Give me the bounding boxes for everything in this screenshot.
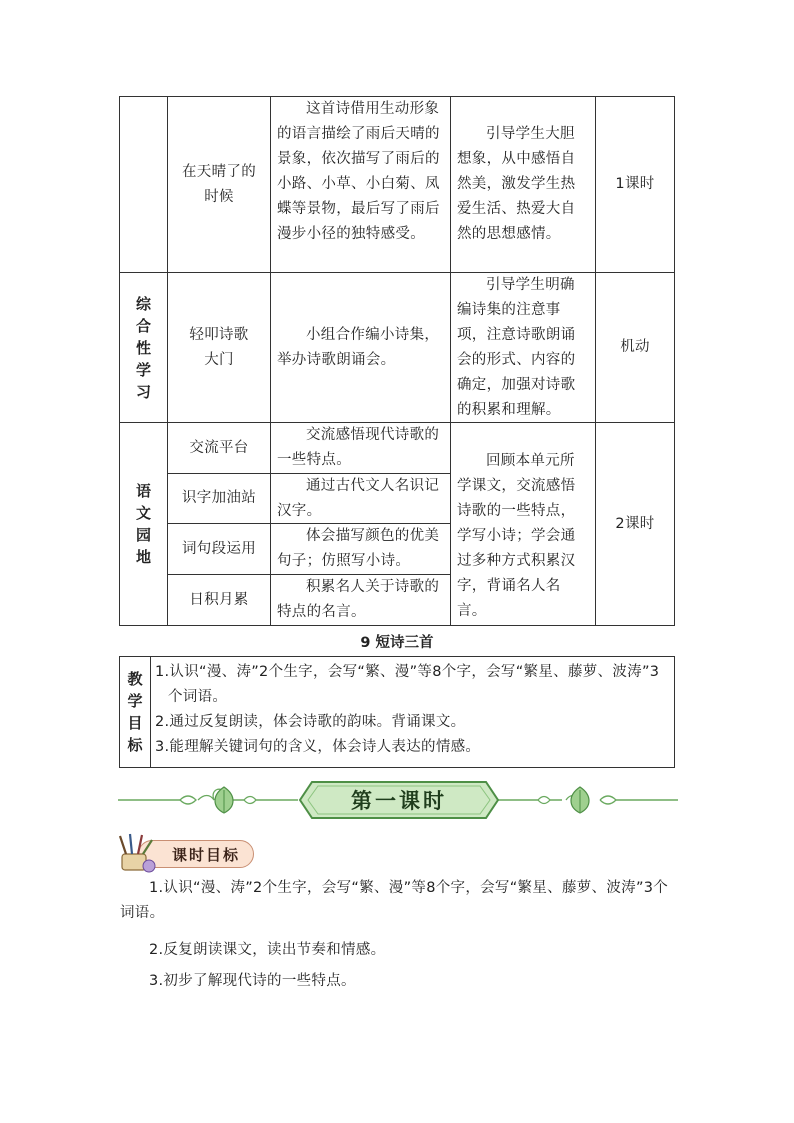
- lesson-goal: 引导学生大胆想象，从中感悟自然美，激发学生热爱生活、热爱大自然的思想感情。: [457, 126, 576, 242]
- goal-cell: [450, 422, 596, 626]
- content-cell: [270, 96, 451, 273]
- content-cell: [270, 473, 451, 524]
- lesson-time: 机动: [620, 339, 650, 355]
- category-cell: [119, 272, 168, 423]
- lesson-content: 积累名人关于诗歌的特点的名言。: [277, 579, 440, 620]
- badge-label: 课时目标: [171, 845, 240, 864]
- lesson-content: 体会描写颜色的优美句子；仿照写小诗。: [277, 528, 440, 569]
- goal-cell: [450, 272, 596, 423]
- brushes-icon: [116, 832, 158, 874]
- goal-item: 1.认识“漫、涛”2个生字，会写“繁、漫”等8个字，会写“繁星、藤萝、波涛”3个词语。: [155, 664, 660, 705]
- content-cell: [270, 523, 451, 575]
- goal-cell: [450, 96, 596, 273]
- period-goal-item: 3.初步了解现代诗的一些特点。: [149, 973, 356, 989]
- lesson-cell: [167, 523, 271, 575]
- lesson-name: 识字加油站: [182, 490, 256, 506]
- content-cell: [270, 272, 451, 423]
- lesson-name: 轻叩诗歌大门: [189, 326, 249, 368]
- lesson-name: 在天晴了的时候: [182, 163, 256, 205]
- lesson-name: 交流平台: [189, 439, 249, 456]
- lesson-content: 这首诗借用生动形象的语言描绘了雨后天晴的景象，依次描写了雨后的小路、小草、小白菊、凤蝶等景物，最后写了雨后漫步小径的独特感受。: [277, 101, 440, 242]
- content-cell: [270, 422, 451, 474]
- lesson-time: 2课时: [615, 515, 655, 532]
- period-goal-item: 1.认识“漫、涛”2个生字，会写“繁、漫”等8个字，会写“繁星、藤萝、波涛”3个词语。: [120, 880, 669, 921]
- period-goal-item: 2.反复朗读课文，读出节奏和情感。: [149, 942, 386, 958]
- category-label: 综合性学习: [135, 294, 151, 401]
- content-cell: [270, 574, 451, 626]
- lesson-content: 小组合作编小诗集，举办诗歌朗诵会。: [277, 327, 440, 368]
- lesson-content: 交流感悟现代诗歌的一些特点。: [277, 427, 440, 468]
- time-cell: [595, 96, 675, 273]
- category-label: 语文园地: [135, 482, 151, 566]
- goals-label: 教学目标: [127, 670, 143, 754]
- goal-item: 3.能理解关键词句的含义，体会诗人表达的情感。: [155, 739, 481, 755]
- time-cell: [595, 422, 675, 626]
- banner-title: 第一课时: [351, 788, 447, 813]
- lesson-content: 通过古代文人名识记汉字。: [277, 478, 440, 519]
- category-cell: [119, 422, 168, 626]
- leaf-icon: [210, 785, 238, 815]
- goals-content-cell: [150, 656, 675, 768]
- lesson-cell: [167, 422, 271, 474]
- goals-label-cell: [119, 656, 151, 768]
- lesson-cell: [167, 473, 271, 524]
- lesson-cell: [167, 272, 271, 423]
- lesson-cell: [167, 574, 271, 626]
- lesson-goal: 引导学生明确编诗集的注意事项，注意诗歌朗诵会的形式、内容的确定，加强对诗歌的积累和理解。: [457, 277, 576, 418]
- lesson-name: 词句段运用: [182, 540, 256, 557]
- lesson-name: 日积月累: [189, 591, 249, 608]
- lesson-goal: 回顾本单元所学课文，交流感悟诗歌的一些特点，学写小诗；学会通过多种方式积累汉字，背诵名人名言。: [457, 453, 576, 619]
- category-cell: [119, 96, 168, 273]
- lesson-cell: [167, 96, 271, 273]
- time-cell: [595, 272, 675, 423]
- leaf-icon: [566, 785, 594, 815]
- goal-item: 2.通过反复朗读，体会诗歌的韵味。背诵课文。: [155, 714, 466, 730]
- lesson-title: 9 短诗三首: [360, 635, 434, 651]
- lesson-time: 1课时: [615, 176, 655, 192]
